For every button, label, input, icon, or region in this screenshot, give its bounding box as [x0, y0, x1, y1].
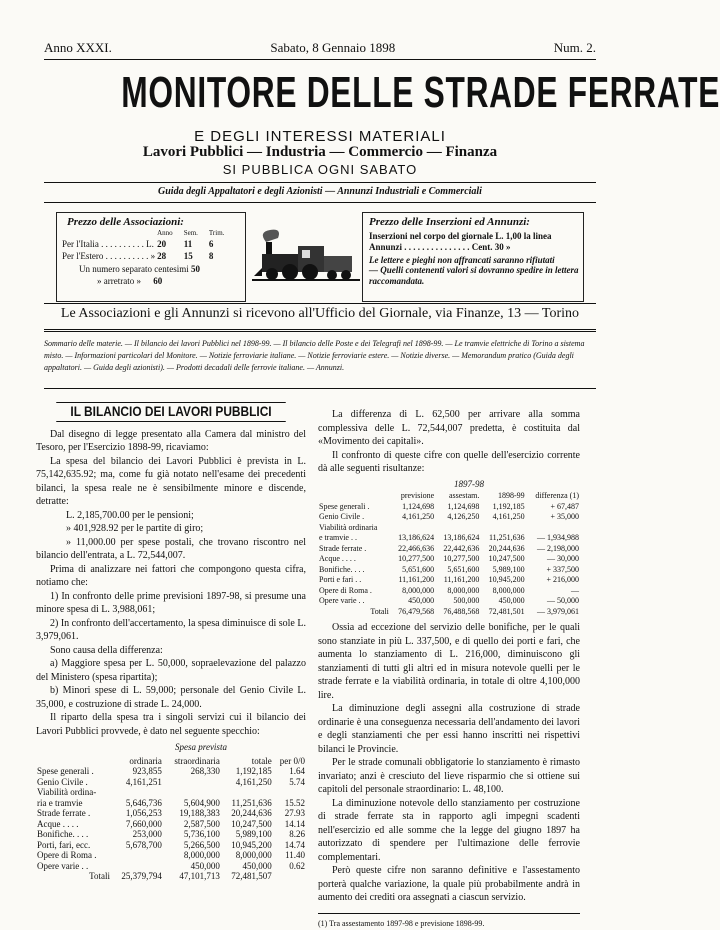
table-row	[36, 808, 306, 819]
table-cell: 11.40	[273, 850, 306, 861]
table-cell: 8,000,000	[435, 586, 480, 597]
paragraph: Il riparto della spesa tra i singoli servizi cui il bilancio dei Lavori Pubblici provvede, è dato nel seguente specchio:	[36, 711, 306, 738]
table-header-row	[36, 756, 306, 767]
table-cell: 5,646,736	[111, 798, 163, 809]
table-cell: 76,488,568	[435, 607, 480, 618]
paragraph: Dal disegno di legge presentato alla Camera dal ministro del Tesoro, per l'Esercizio 1898-99, ricaviamo:	[36, 428, 306, 455]
estero-sem: 15	[174, 250, 199, 262]
paragraph: 1) In confronto delle prime previsioni 1897-98, si presume una minore spesa di L. 3,988,061;	[36, 590, 306, 617]
table-cell: 4,161,251	[111, 777, 163, 788]
table-cell: Opere di Roma .	[318, 586, 390, 597]
issue-date: Sabato, 8 Gennaio 1898	[270, 40, 395, 56]
table-cell: 13,186,624	[435, 533, 480, 544]
issue-number: Num. 2.	[554, 40, 596, 56]
locomotive-icon	[252, 228, 360, 286]
table-cell: 8,000,000	[390, 586, 435, 597]
paragraph: Per le strade comunali obbligatorie lo stanziamento è rimasto invariato; anzi è cresciuto del lieve risparmio che si ottiene sui capitoli del personale straordinario: L. 48,100.	[318, 756, 580, 797]
col-anno: Anno	[156, 228, 174, 238]
paragraph: b) Minori spese di L. 59,000; personale del Genio Civile L. 35,000, e costruzione di strade L. 24,000.	[36, 684, 306, 711]
subtitle: E DEGLI INTERESSI MATERIALI	[44, 128, 596, 145]
paragraph: 2) In confronto dell'accertamento, la spesa diminuisce di sole L. 3,979,061.	[36, 617, 306, 644]
table-cell	[111, 787, 163, 798]
table-cell	[111, 861, 163, 872]
table-cell: 10,945,200	[221, 840, 273, 851]
table-cell: per 0/0	[273, 756, 306, 767]
table-cell: 1,192,185	[480, 502, 525, 513]
article-right-column	[318, 408, 580, 930]
table-cell: Bonifiche. . . .	[36, 829, 111, 840]
table-cell: Spese generali .	[36, 766, 111, 777]
table-cell: 11,161,200	[435, 575, 480, 586]
advertising-title: Prezzo delle Inserzioni ed Annunzi:	[369, 216, 583, 228]
table-cell: 19,188,383	[163, 808, 221, 819]
paragraph: La differenza di L. 62,500 per arrivare alla somma complessiva delle L. 72,544,007 predetta, è costituita dal «Movimento dei capitali».	[318, 408, 580, 449]
table-row	[318, 512, 580, 523]
table-row	[318, 502, 580, 513]
table-cell: straordinaria	[163, 756, 221, 767]
italia-trim: 6	[199, 238, 226, 250]
table-cell: 11,251,636	[221, 798, 273, 809]
col-sem: Sem.	[174, 228, 199, 238]
table-cell: 20,244,636	[221, 808, 273, 819]
table-row	[36, 861, 306, 872]
table-row	[36, 819, 306, 830]
table-cell: 5,989,100	[221, 829, 273, 840]
table-cell: 1,124,698	[435, 502, 480, 513]
table-cell: 5,651,600	[390, 565, 435, 576]
italia-anno: 20	[156, 238, 174, 250]
table-cell: 76,479,568	[390, 607, 435, 618]
paragraph: a) Maggiore spesa per L. 50,000, sopraelevazione del palazzo del Ministero (spesa ripartita);	[36, 657, 306, 684]
table-cell: 5.74	[273, 777, 306, 788]
table-cell: 5,651,600	[435, 565, 480, 576]
table-cell: 5,678,700	[111, 840, 163, 851]
table-cell: 450,000	[221, 861, 273, 872]
table-cell: 11,251,636	[480, 533, 525, 544]
table-cell: — 2,198,000	[526, 544, 580, 555]
table-cell: 8,000,000	[163, 850, 221, 861]
back-issue-value: 60	[153, 276, 162, 286]
table-cell: 5,989,100	[480, 565, 525, 576]
table-cell: 4,161,250	[480, 512, 525, 523]
article-heading: IL BILANCIO DEI LAVORI PUBBLICI	[56, 402, 286, 422]
paragraph: La spesa del bilancio dei Lavori Pubblici è prevista in L. 75,142,635.92; ma, come fu già notato nell'esame dei precedenti bilanci, la spesa reale ne è sensibilmente minore e discende, detratte:	[36, 455, 306, 509]
table-cell: Strade ferrate .	[36, 808, 111, 819]
paragraph: La diminuzione notevole dello stanziamento per costruzione di strade ferrate sta in rapporto agli impegni scadenti nell'esercizio ed alle somme che la legge del giugno 1897 ha autorizzato di spendere per l'ultimazione delle ferrovie complementari.	[318, 797, 580, 865]
table-cell: 14.74	[273, 840, 306, 851]
table-cell: 2,587,500	[163, 819, 221, 830]
table-row	[318, 596, 580, 607]
table-row	[318, 565, 580, 576]
table-cell: 10,277,500	[390, 554, 435, 565]
table-cell	[163, 787, 221, 798]
advertising-note-2: — Quelli contenenti valori si dovranno spedire in lettera raccomandata.	[369, 265, 583, 287]
table-total-row	[36, 871, 306, 882]
table-cell: 450,000	[390, 596, 435, 607]
table-row	[318, 533, 580, 544]
advertising-note-1: Le lettere e pieghi non affrancati saranno rifiutati	[369, 255, 583, 265]
paragraph: Prima di analizzare nei fattori che compongono questa cifra, notiamo che:	[36, 563, 306, 590]
table-cell: 22,466,636	[390, 544, 435, 555]
estero-anno: 28	[156, 250, 174, 262]
col-trim: Trim.	[199, 228, 226, 238]
table-cell: 8,000,000	[480, 586, 525, 597]
paragraph: Ossia ad eccezione del servizio delle bonifiche, per le quali sono stanziate in più L. 337,500, e di quello dei porti e fari, che aumenta lo stanziamento di L. 216,000, diminuiscono gli stanziamenti di tutti gli altri ed in misura notevole quelli per le strade ferrate e la viabilità ordinaria, in totale di oltre 4,100,000 lire.	[318, 621, 580, 702]
table-cell: 22,442,636	[435, 544, 480, 555]
divider	[44, 303, 596, 304]
table-cell: 11,161,200	[390, 575, 435, 586]
table-cell: Opere varie . .	[318, 596, 390, 607]
table-row	[318, 586, 580, 597]
table-cell	[273, 787, 306, 798]
table-cell: 15.52	[273, 798, 306, 809]
deduction-pensions: L. 2,185,700.00 per le pensioni;	[36, 509, 306, 523]
table-cell: 10,277,500	[435, 554, 480, 565]
table-row	[36, 798, 306, 809]
deduction-postal: » 11,000.00 per spese postali, che trovano riscontro nel bilancio dell'entrata, a L. 72,544,007.	[36, 536, 306, 563]
back-issue-label: » arretrato »	[97, 276, 141, 286]
italia-sem: 11	[174, 238, 199, 250]
table-cell: + 216,000	[526, 575, 580, 586]
advertising-announce-rate: Annunzi . . . . . . . . . . . . . . . Cent. 30 »	[369, 242, 583, 252]
table-cell: Viabilità ordina-	[36, 787, 111, 798]
table-cell	[273, 871, 306, 882]
subscription-box	[56, 212, 246, 302]
table-cell: 1,056,253	[111, 808, 163, 819]
table-row	[36, 829, 306, 840]
table-cell: Spese generali .	[318, 502, 390, 513]
paragraph: Sono causa della differenza:	[36, 644, 306, 658]
table-cell: 0.62	[273, 861, 306, 872]
table-cell: Opere di Roma .	[36, 850, 111, 861]
single-issue-label: Un numero separato centesimi	[79, 264, 189, 274]
table-row	[36, 766, 306, 777]
comparison-table	[318, 491, 580, 617]
subscription-table	[61, 228, 225, 262]
table-cell: Genio Civile .	[318, 512, 390, 523]
table-cell: 10,247,500	[480, 554, 525, 565]
table-row	[36, 840, 306, 851]
table-cell: 4,126,250	[435, 512, 480, 523]
table-cell: 450,000	[480, 596, 525, 607]
article-left-column	[36, 398, 306, 882]
paragraph: La diminuzione degli assegni alla costruzione di strade ordinarie è una conseguenza necessaria dell'andamento dei lavori e degli stanziamenti che per essi hanno inscritti nei rispettivi bilanci le Provincie.	[318, 702, 580, 756]
table-cell: 72,481,501	[480, 607, 525, 618]
italia-label: Per l'Italia . . . . . . . . . . L.	[61, 238, 156, 250]
table-cell: 5,736,100	[163, 829, 221, 840]
table-cell: 1,192,185	[221, 766, 273, 777]
table-cell: 5,266,500	[163, 840, 221, 851]
footnote: (1) Tra assestamento 1897-98 e previsione 1898-99.	[318, 913, 580, 930]
table-cell: Genio Civile .	[36, 777, 111, 788]
divider	[44, 388, 596, 389]
single-issue-price	[79, 264, 245, 274]
table-cell: + 35,000	[526, 512, 580, 523]
table-cell	[526, 523, 580, 534]
table-cell	[221, 787, 273, 798]
table-cell: Porti e fari . .	[318, 575, 390, 586]
table1-caption: Spesa prevista	[96, 741, 306, 755]
table-of-contents: Sommario delle materie. — Il bilancio dei lavori Pubblici nel 1898-99. — Il bilancio delle Poste e dei Telegrafi nel 1898-99. — Le tramvie elettriche di Torino a sistema misto. — Informazioni particolari del Monitore. — Notizie ferroviarie italiane. — Notizie ferroviarie estere. — Notizie diverse. — Memorandum pratico (Guida degli appaltatori. — Guida degli azionisti). — Prodotti decadali delle ferrovie italiane. — Annunzi.	[44, 338, 596, 374]
table-cell: 4,161,250	[390, 512, 435, 523]
table-cell: 253,000	[111, 829, 163, 840]
table-cell	[36, 756, 111, 767]
table-cell: Totali	[318, 607, 390, 618]
table-cell: 20,244,636	[480, 544, 525, 555]
table-cell	[111, 850, 163, 861]
table-cell: 14.14	[273, 819, 306, 830]
table-row	[318, 575, 580, 586]
contact-line: Le Associazioni e gli Annunzi si ricevono all'Ufficio del Giornale, via Finanze, 13 — Torino	[44, 306, 596, 322]
table-row	[318, 523, 580, 534]
table-cell: 8.26	[273, 829, 306, 840]
table-cell	[435, 523, 480, 534]
table-cell: differenza (1)	[526, 491, 580, 502]
single-issue-value: 50	[191, 264, 200, 274]
divider	[44, 182, 596, 183]
table-cell: assestam.	[435, 491, 480, 502]
subtitle-topics: Lavori Pubblici — Industria — Commercio — Finanza	[44, 144, 596, 161]
table-row	[36, 850, 306, 861]
table-row	[36, 787, 306, 798]
table-cell: 47,101,713	[163, 871, 221, 882]
table-cell	[480, 523, 525, 534]
advertising-line-rate: Inserzioni nel corpo del giornale L. 1,00 la linea	[369, 231, 583, 241]
table-cell: 500,000	[435, 596, 480, 607]
spending-table	[36, 756, 306, 882]
table-cell: 10,945,200	[480, 575, 525, 586]
table-cell: totale	[221, 756, 273, 767]
table-total-row	[318, 607, 580, 618]
divider	[44, 329, 596, 330]
table-row	[318, 544, 580, 555]
table-cell: 72,481,507	[221, 871, 273, 882]
table-cell: —	[526, 586, 580, 597]
advertising-box	[362, 212, 584, 302]
table-cell: Viabilità ordinaria	[318, 523, 390, 534]
table-cell: Totali	[36, 871, 111, 882]
table-cell: 450,000	[163, 861, 221, 872]
table-cell	[318, 491, 390, 502]
table-cell: — 3,979,061	[526, 607, 580, 618]
table-cell: 7,660,000	[111, 819, 163, 830]
table-cell: — 50,000	[526, 596, 580, 607]
table-cell: previsione	[390, 491, 435, 502]
table-cell: — 1,934,988	[526, 533, 580, 544]
table-cell: Porti, fari, ecc.	[36, 840, 111, 851]
back-issue-price	[97, 276, 245, 286]
publication-frequency: SI PUBBLICA OGNI SABATO	[44, 162, 596, 177]
table-cell: + 67,487	[526, 502, 580, 513]
table-cell: 10,247,500	[221, 819, 273, 830]
table-cell: Acque . . . .	[318, 554, 390, 565]
table-cell: 8,000,000	[221, 850, 273, 861]
estero-trim: 8	[199, 250, 226, 262]
table-cell: Opere varie . .	[36, 861, 111, 872]
table-cell: 27.93	[273, 808, 306, 819]
deduction-giro: » 401,928.92 per le partite di giro;	[36, 522, 306, 536]
table-cell: 13,186,624	[390, 533, 435, 544]
table-cell: 4,161,250	[221, 777, 273, 788]
table-header-row	[318, 491, 580, 502]
table-cell: 1,124,698	[390, 502, 435, 513]
newspaper-title: MONITORE DELLE STRADE FERRATE	[121, 60, 518, 126]
subscription-title: Prezzo delle Associazioni:	[67, 216, 245, 228]
table-cell: ordinaria	[111, 756, 163, 767]
table-cell: 1.64	[273, 766, 306, 777]
divider	[44, 202, 596, 203]
table-cell: 25,379,794	[111, 871, 163, 882]
issue-header	[44, 40, 596, 56]
table-cell: 268,330	[163, 766, 221, 777]
guida-line: Guida degli Appaltatori e degli Azionisti — Annunzi Industriali e Commerciali	[44, 186, 596, 197]
table-cell: e tramvie . .	[318, 533, 390, 544]
issue-year: Anno XXXI.	[44, 40, 112, 56]
table-row	[36, 777, 306, 788]
table-cell: + 337,500	[526, 565, 580, 576]
paragraph: Però queste cifre non saranno definitive e l'assestamento porterà qualche variazione, la quale più probabilmente andrà in aumento dei crediti ora assegnati a ciascun servizio.	[318, 864, 580, 905]
paragraph: Il confronto di queste cifre con quelle dell'esercizio corrente dà alle seguenti risultanze:	[318, 449, 580, 476]
table-cell: 1898-99	[480, 491, 525, 502]
table-cell: 5,604,900	[163, 798, 221, 809]
table-cell: Strade ferrate .	[318, 544, 390, 555]
table-cell: — 30,000	[526, 554, 580, 565]
divider	[44, 331, 596, 332]
table-cell: Bonifiche. . . .	[318, 565, 390, 576]
table-row	[318, 554, 580, 565]
estero-label: Per l'Estero . . . . . . . . . . »	[61, 250, 156, 262]
table-cell	[390, 523, 435, 534]
table-cell	[163, 777, 221, 788]
table-cell: Acque . . . .	[36, 819, 111, 830]
table-cell: ria e tramvie	[36, 798, 111, 809]
table-cell: 923,855	[111, 766, 163, 777]
table2-caption: 1897-98	[358, 478, 580, 492]
